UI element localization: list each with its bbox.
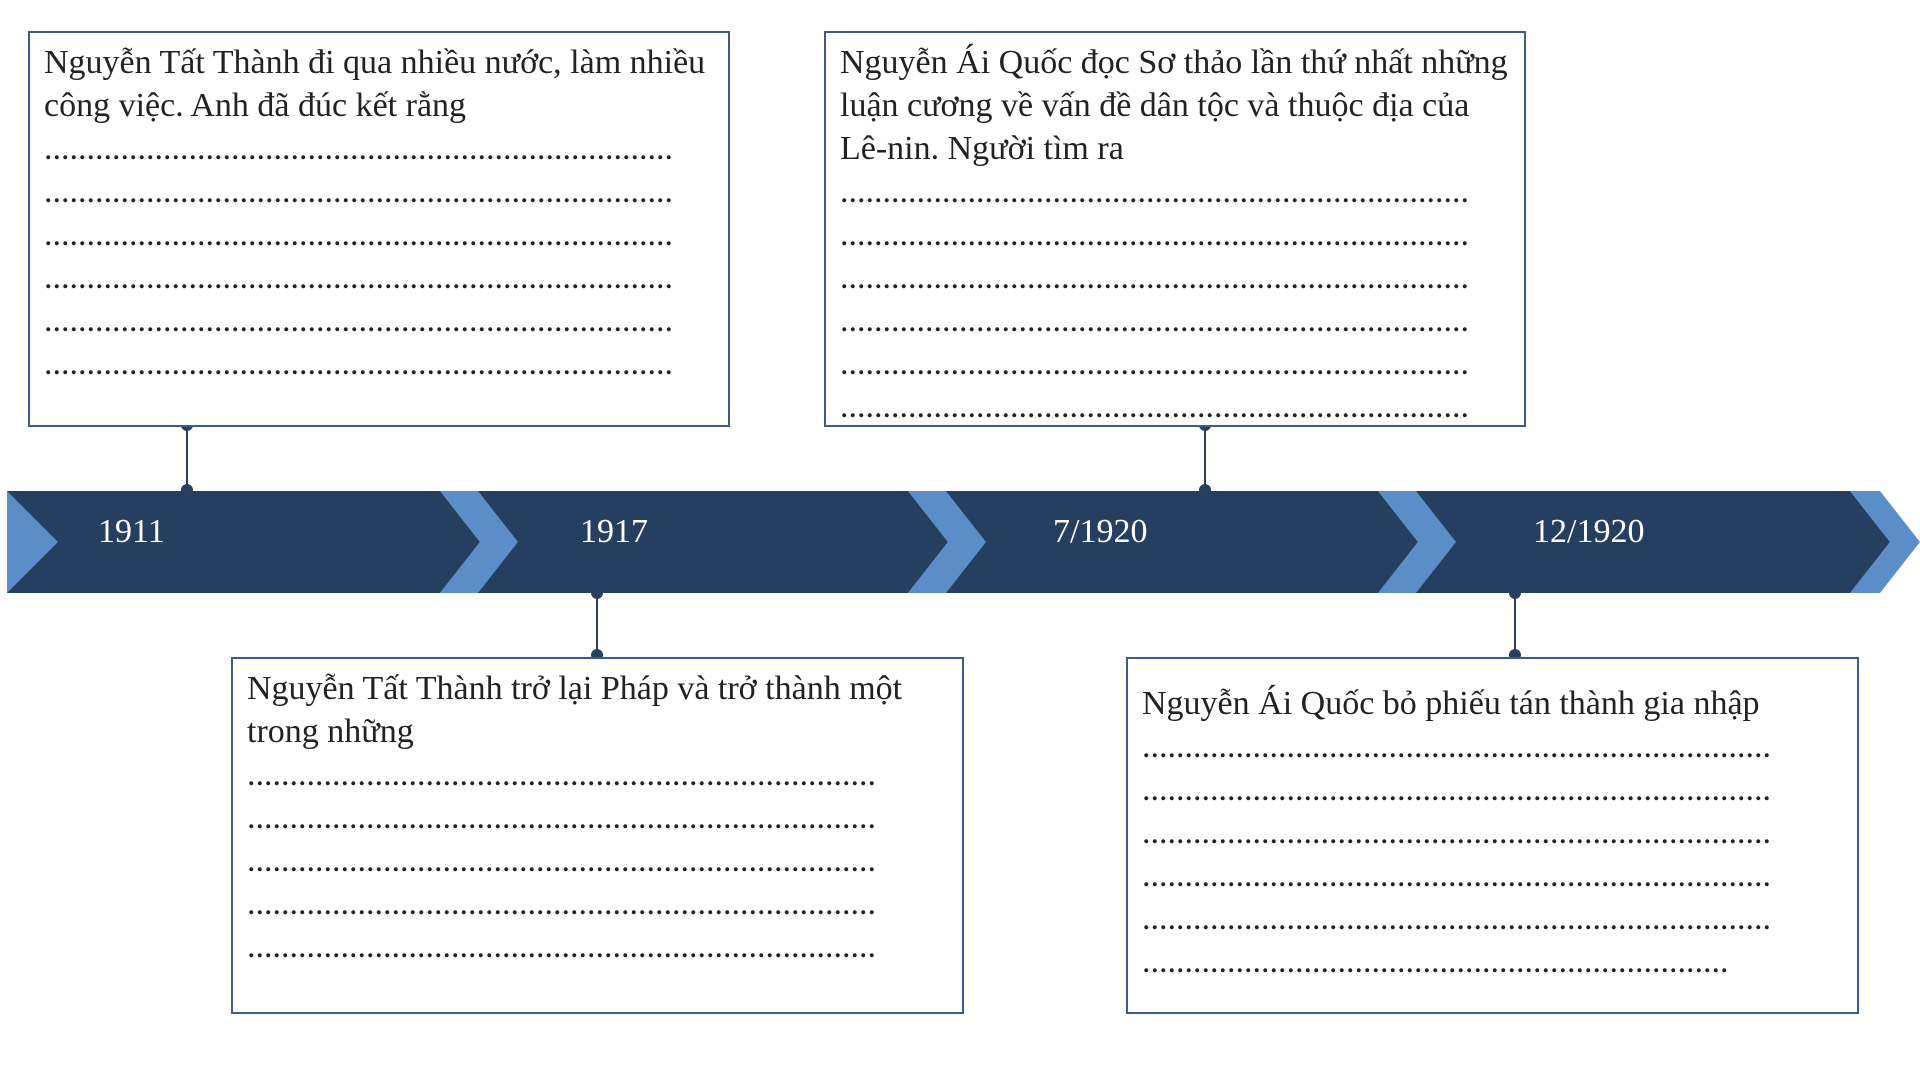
answer-line[interactable]: .......................................................................... <box>44 345 673 382</box>
year-label-1911: 1911 <box>98 513 165 550</box>
answer-line[interactable]: .......................................................................... <box>1142 771 1771 808</box>
event-box-12-1920 <box>1126 657 1859 1014</box>
answer-line[interactable]: .......................................................................... <box>44 216 673 253</box>
answer-line[interactable]: .......................................................................... <box>44 130 673 167</box>
year-label-12-1920: 12/1920 <box>1533 513 1645 550</box>
timeline-segment-2 <box>478 491 948 593</box>
event-text-7-1920: Nguyễn Ái Quốc đọc Sơ thảo lần thứ nhất những luận cương về vấn đề dân tộc và thuộc địa của Lê-nin. Người tìm ra <box>840 44 1508 167</box>
year-label-1917: 1917 <box>580 513 648 550</box>
answer-line[interactable]: .......................................................................... <box>44 259 673 296</box>
connector-dot-bottom-7-1920 <box>1199 484 1211 496</box>
answer-line[interactable]: .......................................................................... <box>1142 900 1771 937</box>
answer-line[interactable]: .......................................................................... <box>840 388 1469 425</box>
connector-line-1917 <box>596 593 598 655</box>
answer-line[interactable]: .......................................................................... <box>840 259 1469 296</box>
answer-line[interactable]: .......................................................................... <box>247 928 876 965</box>
event-text-12-1920: Nguyễn Ái Quốc bỏ phiếu tán thành gia nhập <box>1142 685 1760 722</box>
answer-line[interactable]: .......................................................................... <box>1142 728 1771 765</box>
answer-line[interactable]: .......................................................................... <box>247 799 876 836</box>
connector-line-12-1920 <box>1514 593 1516 655</box>
answer-line[interactable]: .......................................................................... <box>1142 857 1771 894</box>
answer-line[interactable]: .......................................................................... <box>840 345 1469 382</box>
timeline-segment-3 <box>946 491 1418 593</box>
event-box-7-1920 <box>824 31 1526 427</box>
answer-line[interactable]: .......................................................................... <box>44 173 673 210</box>
timeline-segment-4 <box>1416 491 1890 593</box>
answer-line[interactable]: .......................................................................... <box>247 885 876 922</box>
event-text-1917: Nguyễn Tất Thành trở lại Pháp và trở thành một trong những <box>247 670 903 750</box>
event-text-1911: Nguyễn Tất Thành đi qua nhiều nước, làm nhiều công việc. Anh đã đúc kết rằng <box>44 44 706 124</box>
connector-line-1911 <box>186 425 188 491</box>
event-box-1911 <box>28 31 730 427</box>
answer-line[interactable]: .......................................................................... <box>247 842 876 879</box>
answer-line[interactable]: ..................................................................... <box>1142 943 1729 980</box>
connector-line-7-1920 <box>1204 425 1206 491</box>
timeline-segment-1 <box>7 491 480 593</box>
year-label-7-1920: 7/1920 <box>1053 513 1148 550</box>
connector-dot-bottom-1911 <box>181 484 193 496</box>
answer-line[interactable]: .......................................................................... <box>840 216 1469 253</box>
answer-line[interactable]: .......................................................................... <box>840 173 1469 210</box>
answer-line[interactable]: .......................................................................... <box>247 756 876 793</box>
answer-line[interactable]: .......................................................................... <box>1142 814 1771 851</box>
answer-line[interactable]: .......................................................................... <box>840 302 1469 339</box>
event-box-1917 <box>231 657 964 1014</box>
answer-line[interactable]: .......................................................................... <box>44 302 673 339</box>
